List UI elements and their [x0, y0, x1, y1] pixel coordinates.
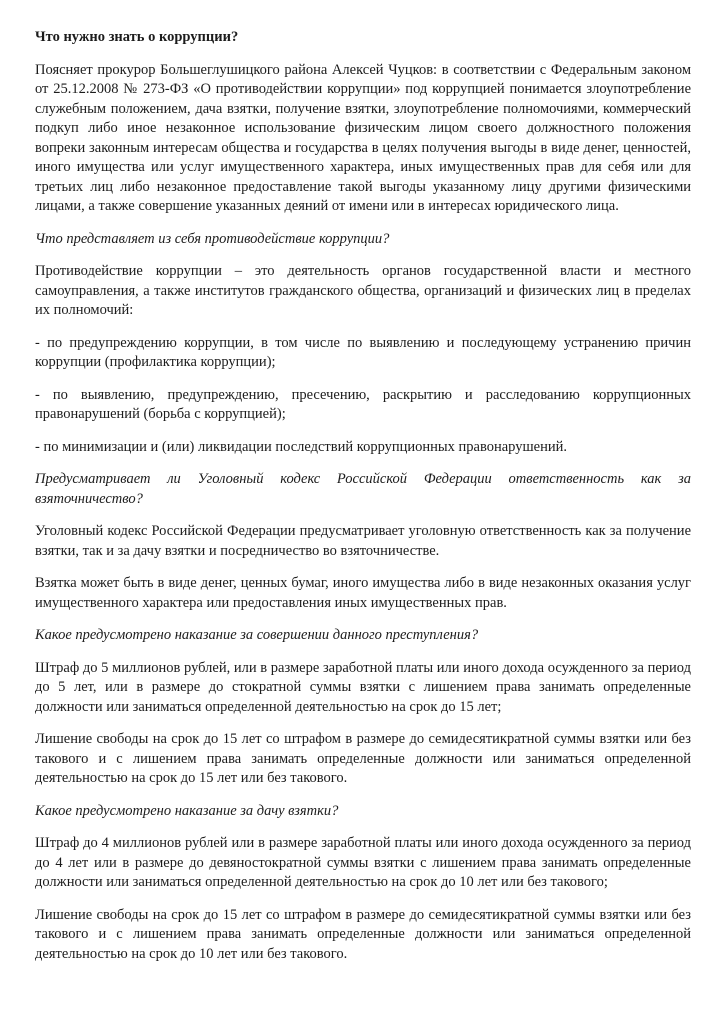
- paragraph: Лишение свободы на срок до 15 лет со штрафом в размере до семидесятикратной суммы взятки или без такового и с лишением права занимать определенные должности или заниматься определенной деятельностью на срок до 15 лет или без такового.: [35, 731, 691, 786]
- paragraph: Штраф до 4 миллионов рублей или в размере заработной платы или иного дохода осужденного за период до 4 лет или в размере до девяностократной суммы взятки с лишением права занимать определенные должности или заниматься определенной деятельностью на срок до 10 лет или без такового;: [35, 835, 691, 890]
- document-title: Что нужно знать о коррупции?: [35, 29, 239, 45]
- question-heading-counteraction: Что представляет из себя противодействие коррупции?: [35, 230, 390, 247]
- paragraph: Взятка может быть в виде денег, ценных бумаг, иного имущества либо в виде незаконных оказания услуг имущественного характера или предоставления иных имущественных прав.: [35, 575, 691, 611]
- intro-paragraph: Поясняет прокурор Большеглушицкого района Алексей Чуцков: в соответствии с Федеральным законом от 25.12.2008 № 273-ФЗ «О противодействии коррупции» под коррупцией понимается злоупотребление служебным положением, дача взятки, получение взятки, злоупотребление полномочиями, коммерческий подкуп либо иное незаконное использование физическим лицом своего должностного положения вопреки законным интересам общества и государства в целях получения выгоды в виде денег, ценностей, иного имущества или услуг имущественного характера, иных имущественных прав для себя или для третьих лиц либо незаконное предоставление такой выгоды указанному лицу другими физическими лицами, а также совершение указанных деяний от имени или в интересах юридического лица.: [35, 61, 691, 214]
- question-heading-punishment-crime: Какое предусмотрено наказание за совершении данного преступления?: [35, 627, 479, 643]
- question-heading-punishment-bribe-giving: Какое предусмотрено наказание за дачу взятки?: [35, 802, 339, 819]
- paragraph: Уголовный кодекс Российской Федерации предусматривает уголовную ответственность как за получение взятки, так и за дачу взятки и посредничество во взяточничестве.: [35, 523, 691, 559]
- bullet-item: - по минимизации и (или) ликвидации последствий коррупционных правонарушений.: [35, 438, 567, 455]
- bullet-item: - по выявлению, предупреждению, пресечению, раскрытию и расследованию коррупционных правонарушений (борьба с коррупцией);: [35, 386, 691, 422]
- bullet-item: - по предупреждению коррупции, в том числе по выявлению и последующему устранению причин коррупции (профилактика коррупции);: [35, 334, 691, 370]
- paragraph: Лишение свободы на срок до 15 лет со штрафом в размере до семидесятикратной суммы взятки или без такового и с лишением права занимать определенные должности или заниматься определенной деятельностью на срок до 10 лет или без такового.: [35, 906, 691, 962]
- paragraph: Штраф до 5 миллионов рублей, или в размере заработной платы или иного дохода осужденного за период до 5 лет, или в размере до стократной суммы взятки с лишением права занимать определенные должности или заниматься определенной деятельностью на срок до 15 лет;: [35, 659, 691, 715]
- question-heading-criminal-code: Предусматривает ли Уголовный кодекс Российской Федерации ответственность как за взяточничество?: [35, 471, 691, 507]
- paragraph: Противодействие коррупции – это деятельность органов государственной власти и местного самоуправления, а также институтов гражданского общества, организаций и физических лиц в пределах их полномочий:: [35, 263, 691, 318]
